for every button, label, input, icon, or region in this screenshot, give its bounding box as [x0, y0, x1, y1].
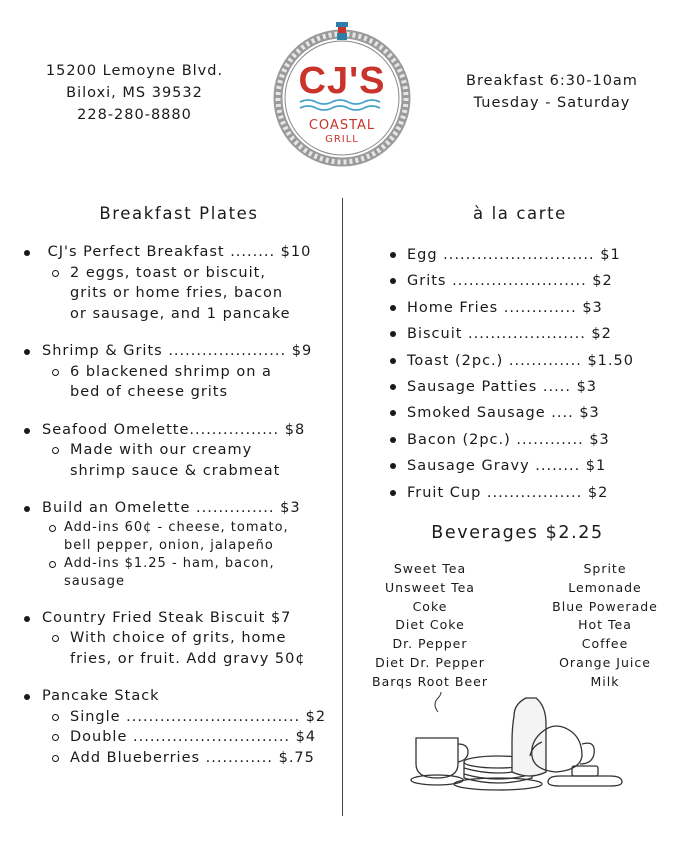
- circle-bullet-icon: [49, 525, 56, 532]
- description-line: bed of cheese grits: [70, 384, 229, 400]
- plate-description: [42, 362, 330, 403]
- a-la-carte-title: à la carte: [473, 204, 567, 223]
- beverages-title: Beverages $2.25: [431, 523, 604, 543]
- plate-label: Build an Omelette .............. $3: [42, 500, 301, 516]
- option-line: Add Blueberries ............ $.75: [70, 749, 315, 766]
- option-line: Double ............................ $4: [70, 729, 317, 745]
- description-line: or sausage, and 1 pancake: [70, 305, 291, 322]
- circle-bullet-icon: [49, 561, 56, 568]
- option-line: bell pepper, onion, jalapeño: [64, 537, 274, 553]
- breakfast-plates-title: Breakfast Plates: [99, 204, 259, 223]
- beverage-item: Sweet Tea: [393, 561, 467, 576]
- circle-bullet-icon: [52, 714, 59, 721]
- beverage-item: Diet Dr. Pepper: [375, 654, 485, 670]
- plate-option: [42, 748, 330, 769]
- carte-item: [387, 271, 657, 297]
- circle-bullet-icon: [52, 369, 59, 376]
- bullet-icon: [390, 463, 396, 469]
- bullet-icon: [390, 437, 396, 443]
- carte-item: [387, 324, 657, 350]
- plate-item: [20, 608, 330, 670]
- carte-item: [387, 298, 657, 324]
- plate-option: [42, 727, 330, 748]
- restaurant-logo: [272, 18, 412, 168]
- description-line: shrimp sauce & crabmeat: [70, 462, 281, 479]
- carte-label: Fruit Cup ................. $2: [407, 484, 609, 501]
- bullet-icon: [390, 331, 396, 337]
- beverage-item: Coffee: [581, 636, 629, 652]
- bullet-icon: [390, 490, 396, 496]
- logo-sub1: COASTAL: [308, 118, 376, 133]
- carte-item: [387, 483, 657, 509]
- circle-bullet-icon: [52, 270, 59, 277]
- plate-description: [42, 263, 330, 325]
- beverages-column-1: [360, 560, 500, 692]
- description-line: 2 eggs, toast or biscuit,: [70, 264, 266, 281]
- carte-label: Egg ........................... $1: [407, 247, 621, 263]
- hours-days: Tuesday - Saturday: [473, 95, 631, 111]
- beverage-item: Coke: [412, 598, 448, 614]
- circle-bullet-icon: [52, 734, 59, 741]
- bullet-icon: [24, 349, 30, 355]
- jug-icon: [512, 698, 546, 776]
- plate-label: Country Fried Steak Biscuit $7: [42, 609, 292, 626]
- bullet-icon: [390, 358, 396, 364]
- option-line: fries, or fruit. Add gravy 50¢: [70, 650, 306, 667]
- plate-option: [42, 628, 330, 669]
- plate-item: [20, 420, 330, 482]
- restaurant-address: [32, 60, 237, 126]
- circle-bullet-icon: [52, 755, 59, 762]
- carte-item: [387, 456, 657, 482]
- column-divider: [342, 198, 343, 816]
- option-line: Single ............................... $2: [70, 708, 327, 725]
- bullet-icon: [24, 694, 30, 700]
- plate-label: CJ's Perfect Breakfast ........ $10: [42, 244, 312, 260]
- address-street: 15200 Lemoyne Blvd.: [45, 63, 224, 79]
- beverage-item: Lemonade: [568, 579, 642, 595]
- beverage-item: Unsweet Tea: [385, 579, 475, 595]
- opening-hours: [452, 70, 652, 114]
- plate-item: [20, 242, 330, 324]
- carte-label: Biscuit ..................... $2: [407, 326, 612, 343]
- plate-label: Pancake Stack: [42, 688, 160, 704]
- phone-number: 228-280-8880: [77, 107, 192, 123]
- bullet-icon: [24, 506, 30, 512]
- option-line: sausage: [64, 573, 125, 589]
- carte-label: Toast (2pc.) ............. $1.50: [407, 352, 634, 369]
- bullet-icon: [24, 428, 30, 434]
- carte-label: Grits ........................ $2: [407, 273, 613, 290]
- beverage-item: Orange Juice: [559, 654, 651, 670]
- plate-item: [20, 686, 330, 768]
- plate-label: Seafood Omelette................ $8: [42, 421, 306, 438]
- butter-dish-icon: [548, 776, 622, 786]
- plate-item: [20, 341, 330, 403]
- bullet-icon: [390, 252, 396, 258]
- logo-sub2: GRILL: [325, 134, 359, 145]
- address-city: Biloxi, MS 39532: [66, 85, 203, 101]
- beverage-item: Blue Powerade: [552, 598, 658, 614]
- breakfast-illustration: [410, 692, 640, 792]
- option-line: Add-ins $1.25 - ham, bacon,: [64, 555, 275, 571]
- plate-label: Shrimp & Grits ..................... $9: [42, 343, 313, 359]
- bullet-icon: [24, 250, 30, 256]
- carte-item: [387, 430, 657, 456]
- beverages-column-2: [535, 560, 675, 692]
- bullet-icon: [390, 410, 396, 416]
- carte-item: [387, 351, 657, 377]
- bullet-icon: [24, 616, 30, 622]
- carte-label: Sausage Gravy ........ $1: [407, 458, 607, 475]
- circle-bullet-icon: [52, 635, 59, 642]
- description-line: Made with our creamy: [70, 442, 253, 458]
- logo-name: CJ'S: [298, 60, 386, 102]
- carte-item: [387, 403, 657, 429]
- breakfast-plates-list: [20, 242, 330, 785]
- plate-item: [20, 498, 330, 591]
- description-line: grits or home fries, bacon: [70, 285, 284, 301]
- plate-description: [42, 440, 330, 481]
- carte-item: [387, 245, 657, 271]
- bullet-icon: [390, 278, 396, 284]
- beverage-item: Barqs Root Beer: [372, 673, 488, 689]
- bullet-icon: [390, 384, 396, 390]
- carte-item: [387, 377, 657, 403]
- beverage-item: Sprite: [583, 561, 627, 576]
- option-line: With choice of grits, home: [70, 630, 287, 646]
- coffee-cup-icon: [416, 738, 458, 778]
- bullet-icon: [390, 305, 396, 311]
- a-la-carte-list: [387, 245, 657, 509]
- description-line: 6 blackened shrimp on a: [70, 363, 272, 380]
- plate-option: [42, 707, 330, 728]
- beverage-item: Dr. Pepper: [392, 636, 468, 652]
- circle-bullet-icon: [52, 447, 59, 454]
- beverage-item: Milk: [590, 673, 620, 689]
- carte-label: Home Fries ............. $3: [407, 299, 603, 316]
- option-line: Add-ins 60¢ - cheese, tomato,: [64, 519, 289, 535]
- plate-option: [42, 519, 330, 555]
- carte-label: Bacon (2pc.) ............ $3: [407, 431, 610, 448]
- carte-label: Smoked Sausage .... $3: [407, 405, 600, 422]
- beverage-item: Diet Coke: [395, 617, 465, 633]
- plate-option: [42, 555, 330, 591]
- hours-time: Breakfast 6:30-10am: [466, 73, 638, 89]
- carte-label: Sausage Patties ..... $3: [407, 378, 598, 395]
- beverage-item: Hot Tea: [578, 617, 632, 633]
